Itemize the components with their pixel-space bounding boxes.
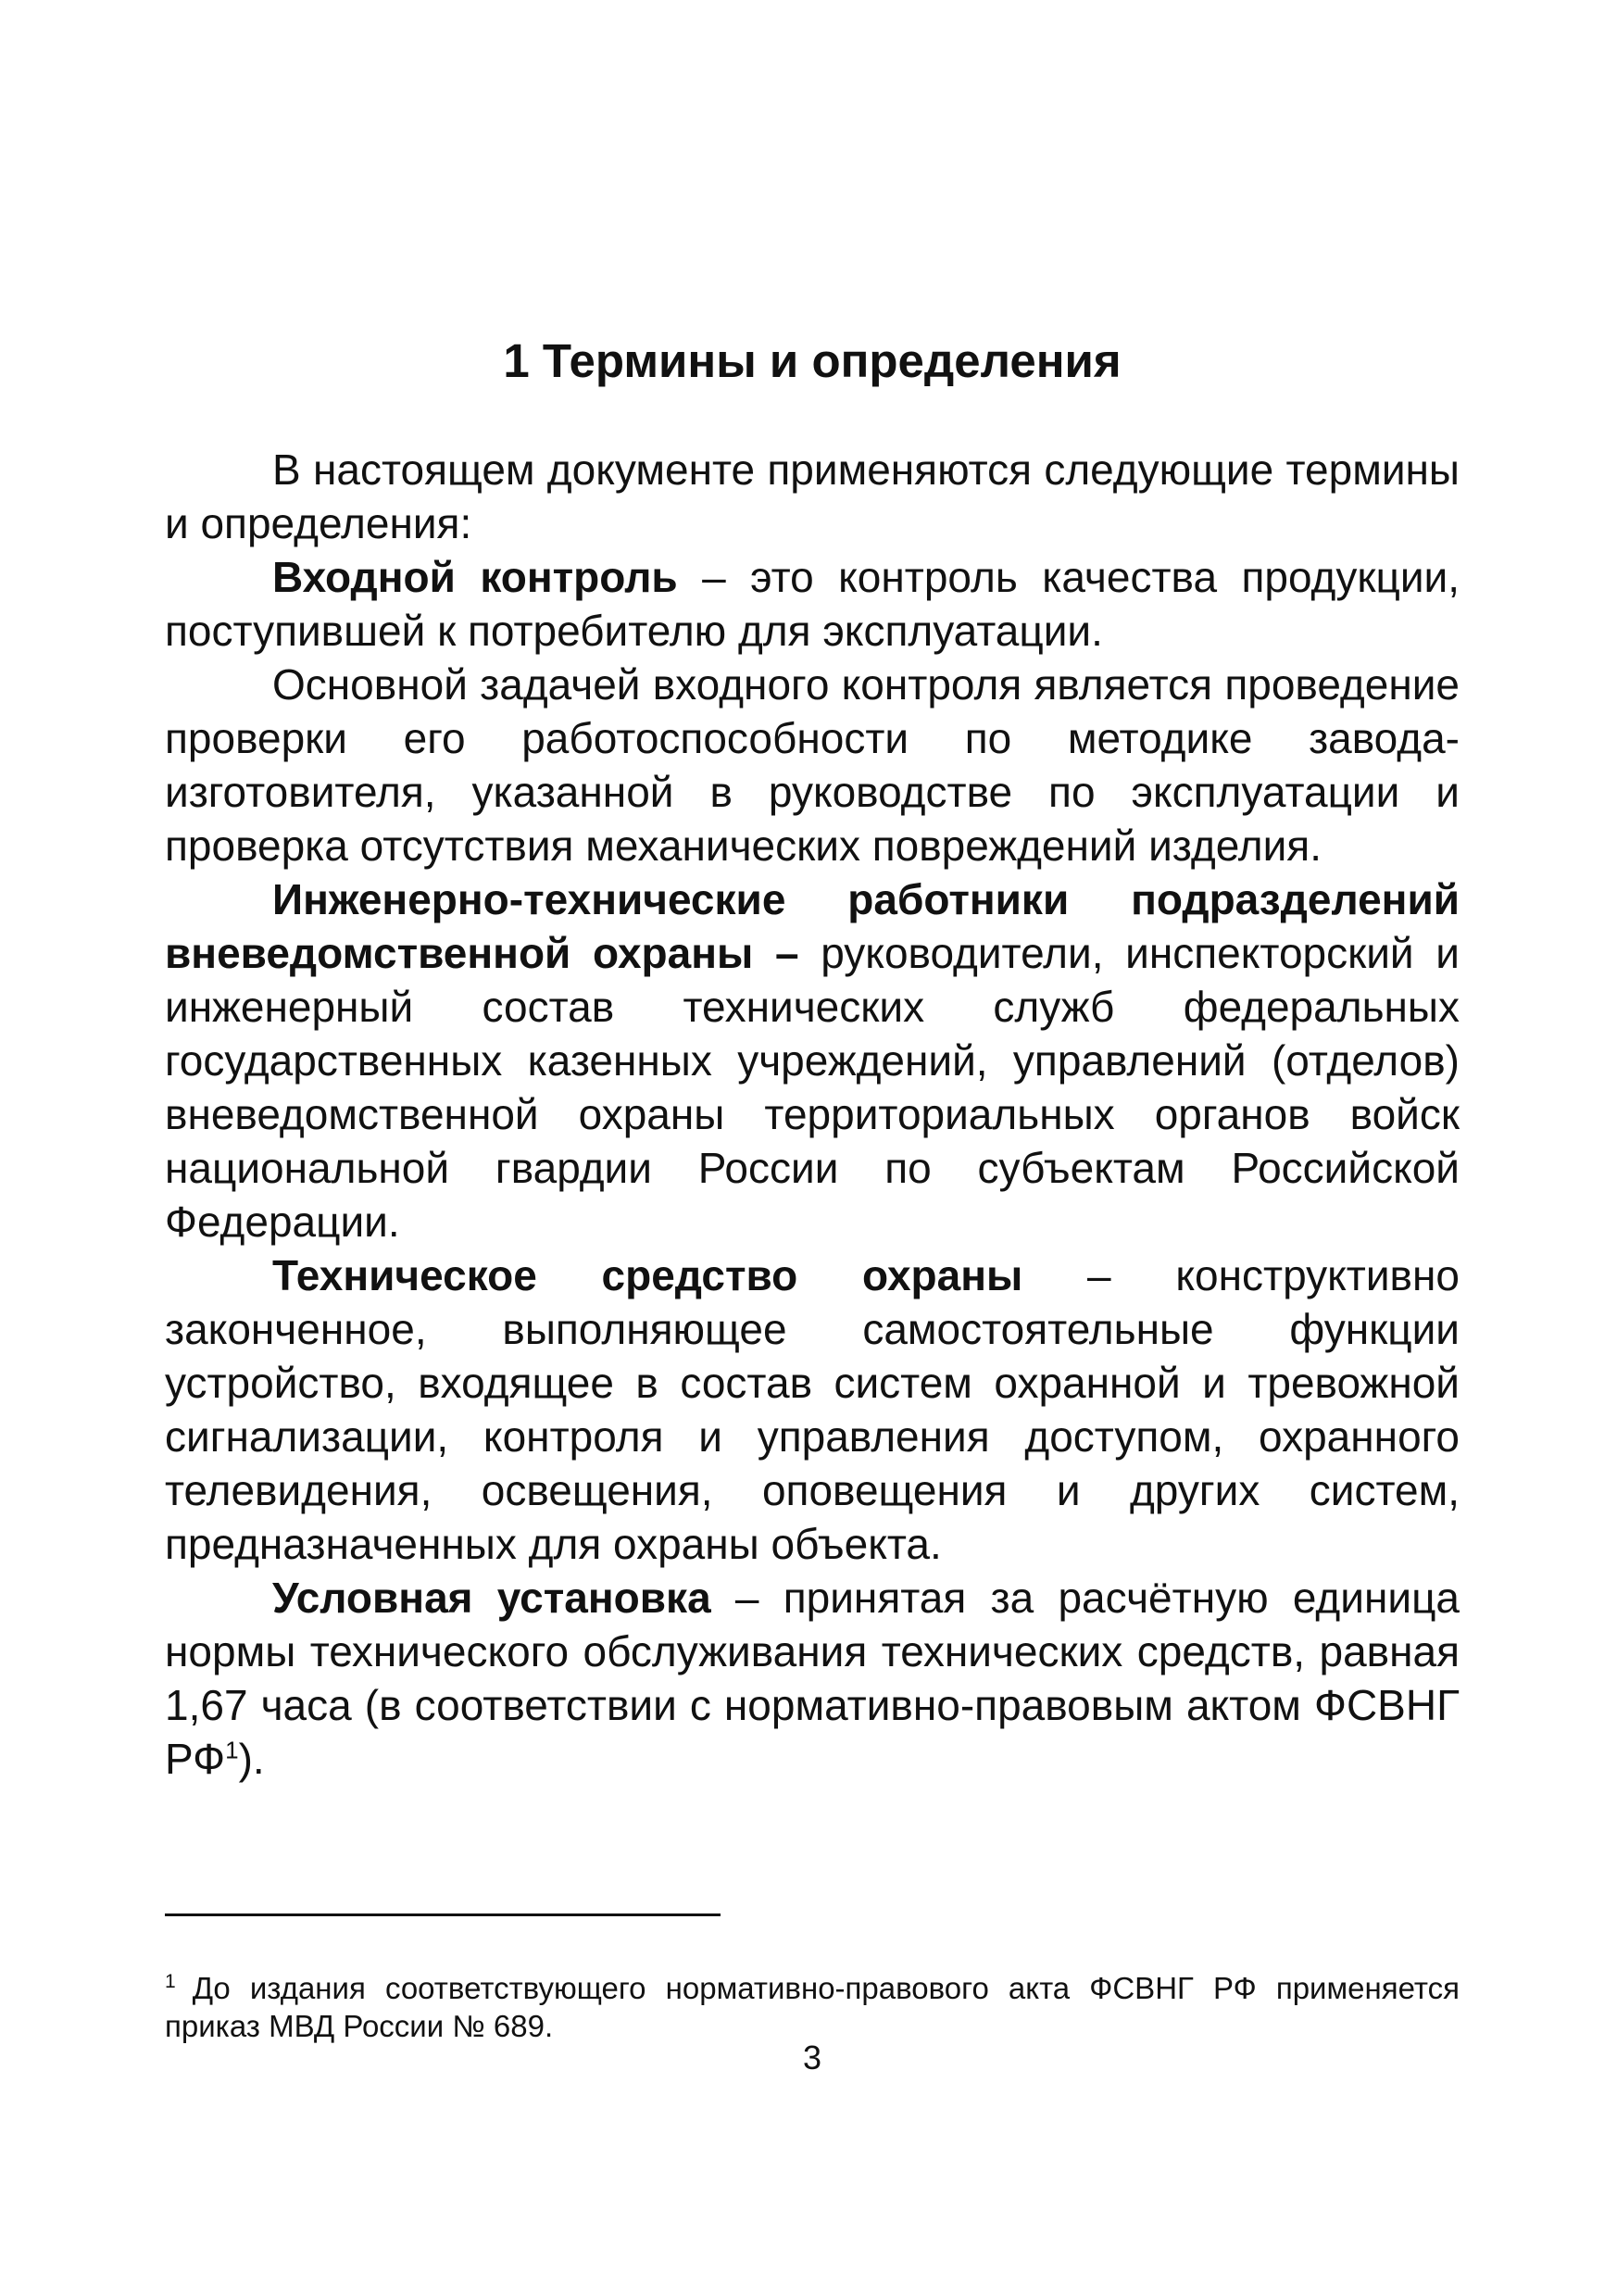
term-definition: – принятая за расчётную единица нормы технического обслуживания технических средств, равная 1,67 часа (в соответствии с нормативно-правовым актом ФСВНГ РФ [165,1574,1460,1783]
term-name: Техническое средство охраны [272,1251,1023,1299]
term-paragraph-technical-means [165,1248,1460,1571]
term-name: Входной контроль [272,553,678,601]
term-definition: – конструктивно законченное, выполняющее самостоятельные функции устройство, входящее в состав систем охранной и тревожной сигнализации, контроля и управления доступом, охранного телевидения, освещения, оповещения и других систем, предназначенных для охраны объекта. [165,1251,1460,1568]
term-paragraph-engineering-staff [165,872,1460,1248]
footnote-reference[interactable]: 1 [225,1736,239,1764]
footnote-separator [165,1913,721,1916]
term-definition-end: ). [238,1735,265,1783]
term-paragraph-incoming-control [165,550,1460,658]
term-paragraph-conditional-unit [165,1571,1460,1786]
section-title: 1 Термины и определения [503,334,1122,387]
document-body [165,443,1460,1786]
term-name: Условная установка [272,1574,711,1622]
term-definition: – это контроль качества продукции, поступившей к потребителю для эксплуатации. [165,553,1460,655]
paragraph-main-task: Основной задачей входного контроля является проведение проверки его работоспособности по методике завода-изготовителя, указанной в руководстве по эксплуатации и проверка отсутствия механических повреждений изделия. [165,660,1460,870]
intro-paragraph: В настоящем документе применяются следующие термины и определения: [165,445,1460,547]
footnote [165,1969,1460,2045]
footnote-mark: 1 [165,1971,176,1992]
footnote-text: До издания соответствующего нормативно-правового акта ФСВНГ РФ применяется приказ МВД России № 689. [165,1971,1460,2043]
page-number: 3 [802,2039,822,2076]
term-definition: руководители, инспекторский и инженерный состав технических служб федеральных государственных казенных учреждений, управлений (отделов) вневедомственной охраны территориальных органов войск национальной гвардии России по субъектам Российской Федерации. [165,929,1460,1246]
term-name: Инженерно-технические работники подразделений вневедомственной охраны – [165,875,1460,977]
